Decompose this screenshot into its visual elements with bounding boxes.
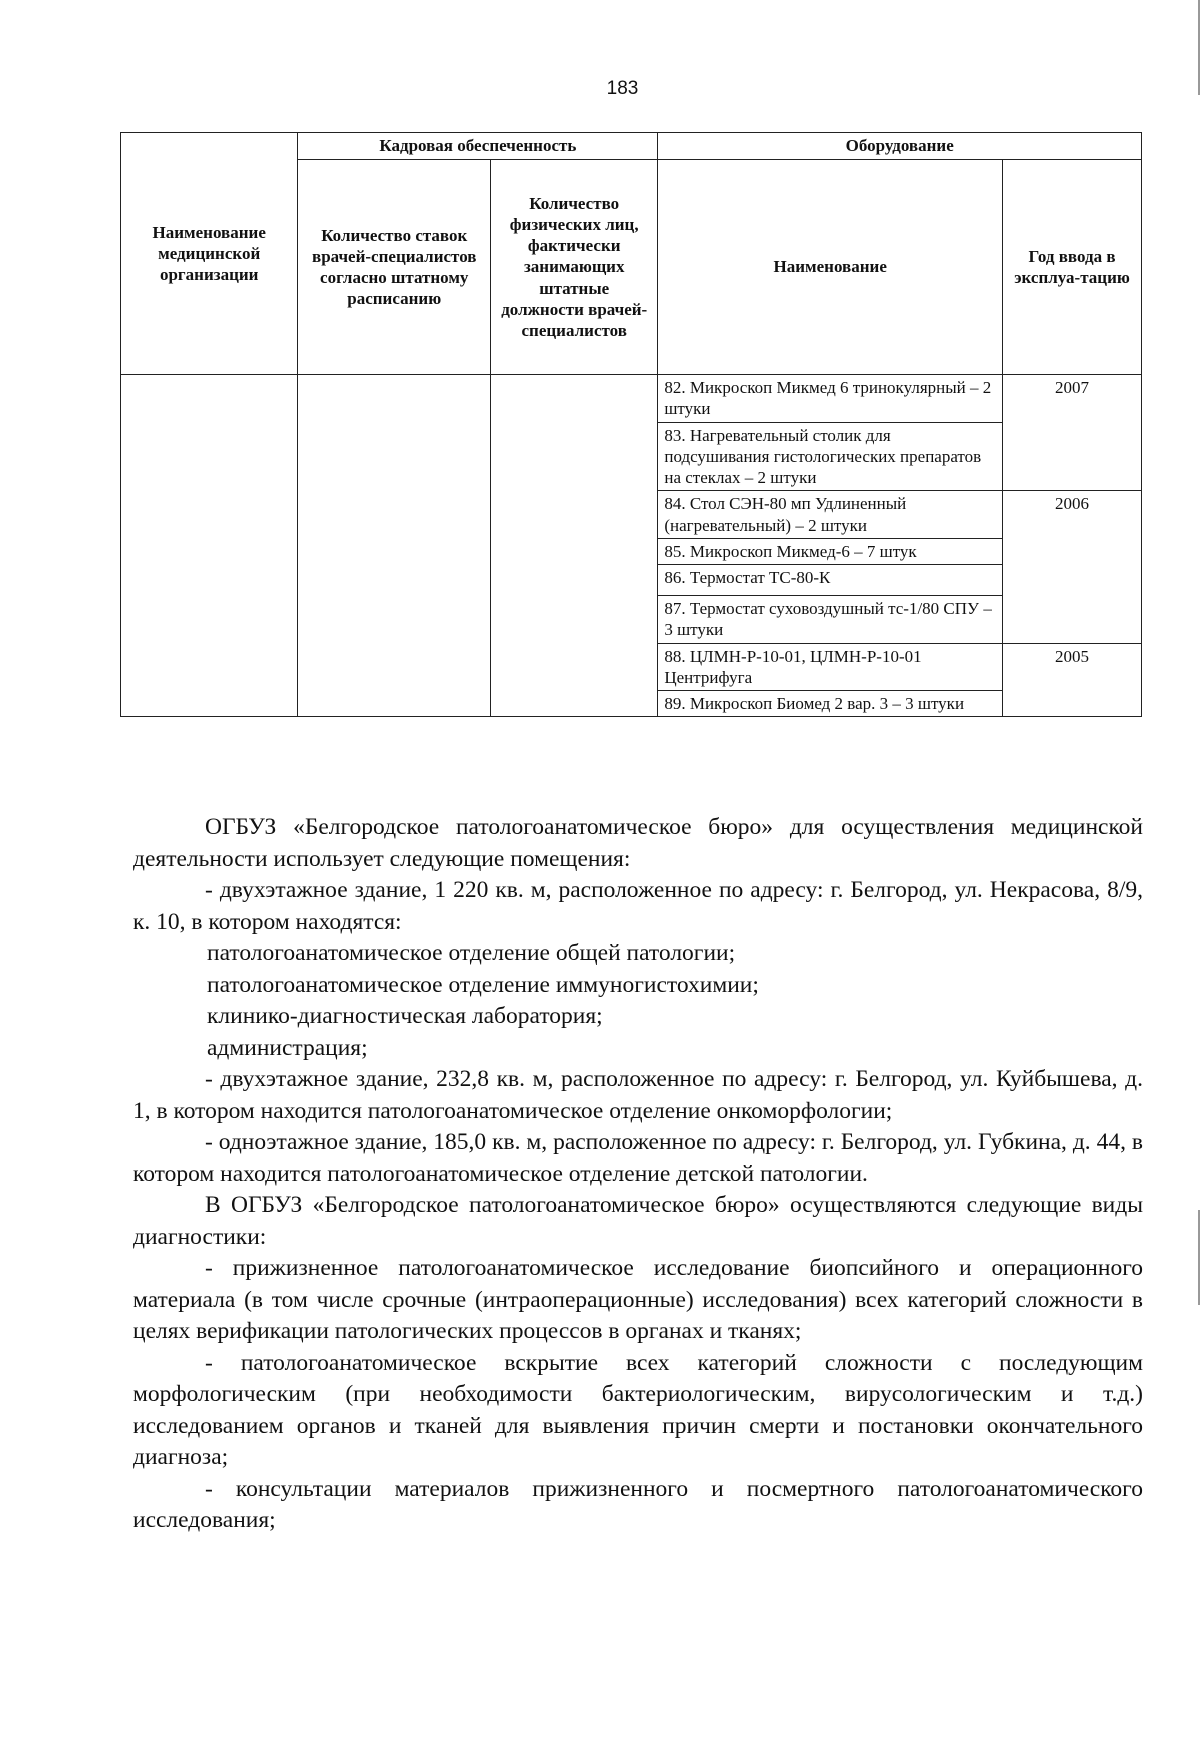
positions-cell bbox=[298, 375, 491, 717]
paragraph: ОГБУЗ «Белгородское патологоанатомическое бюро» для осуществления медицинской деятельности использует следующие помещения: bbox=[133, 814, 1143, 872]
paragraph: В ОГБУЗ «Белгородское патологоанатомическое бюро» осуществляются следующие виды диагностики: bbox=[133, 1192, 1143, 1250]
equipment-item: 87. Термостат суховоздушный тс-1/80 СПУ – 3 штуки bbox=[658, 596, 1003, 644]
list-item: клинико-диагностическая лаборатория; bbox=[207, 1003, 603, 1029]
equipment-year: 2007 bbox=[1003, 375, 1142, 491]
paragraph: - двухэтажное здание, 1 220 кв. м, расположенное по адресу: г. Белгород, ул. Некрасова, 8/9, к. 10, в котором находятся: bbox=[133, 877, 1143, 935]
list-item: администрация; bbox=[207, 1034, 368, 1061]
paragraph: - консультации материалов прижизненного и посмертного патологоанатомического исследования; bbox=[133, 1475, 1143, 1533]
header-equipment-name: Наименование bbox=[658, 160, 1003, 375]
equipment-item: 86. Термостат ТС-80-К bbox=[658, 565, 1003, 596]
page-number: 183 bbox=[606, 78, 639, 99]
header-staff-group: Кадровая обеспеченность bbox=[298, 133, 658, 160]
header-year: Год ввода в эксплуа-тацию bbox=[1003, 160, 1142, 375]
list-item: патологоанатомическое отделение иммуногистохимии; bbox=[207, 971, 759, 998]
table-row bbox=[121, 375, 1142, 423]
header-persons: Количество физических лиц, фактически занимающих штатные должности врачей-специалистов bbox=[491, 160, 658, 375]
table-header-group-row bbox=[121, 133, 1142, 160]
persons-cell bbox=[491, 375, 658, 717]
equipment-item: 82. Микроскоп Микмед 6 тринокулярный – 2 штуки bbox=[658, 375, 1003, 423]
equipment-item: 85. Микроскоп Микмед-6 – 7 штук bbox=[658, 538, 1003, 564]
equipment-item: 84. Стол СЭН-80 мп Удлиненный (нагревательный) – 2 штуки bbox=[658, 491, 1003, 539]
header-positions: Количество ставок врачей-специалистов согласно штатному расписанию bbox=[298, 160, 491, 375]
equipment-item: 83. Нагревательный столик для подсушивания гистологических препаратов на стеклах – 2 штуки bbox=[658, 422, 1003, 491]
paragraph: - патологоанатомическое вскрытие всех категорий сложности с последующим морфологическим (при необходимости бактериологическим, вирусологическим и т.д.) исследованием органов и тканей для выявления причин смерти и постановки окончательного диагноза; bbox=[133, 1349, 1143, 1470]
org-cell bbox=[121, 375, 298, 717]
equipment-year: 2006 bbox=[1003, 491, 1142, 643]
paragraph: - прижизненное патологоанатомическое исследование биопсийного и операционного материала (в том числе срочные (интраоперационные) исследования) всех категорий сложности в целях верификации патологических процессов в органах и тканях; bbox=[133, 1255, 1143, 1344]
list-item: патологоанатомическое отделение общей патологии; bbox=[207, 940, 736, 966]
header-org-name: Наименование медицинской организации bbox=[121, 133, 298, 375]
header-equipment-group: Оборудование bbox=[658, 133, 1142, 160]
paragraph: - двухэтажное здание, 232,8 кв. м, расположенное по адресу: г. Белгород, ул. Куйбышева, д. 1, в котором находится патологоанатомическое отделение онкоморфологии; bbox=[133, 1066, 1143, 1124]
equipment-item: 89. Микроскоп Биомед 2 вар. 3 – 3 штуки bbox=[658, 691, 1003, 717]
body-text bbox=[133, 812, 1143, 1537]
equipment-table bbox=[120, 132, 1142, 717]
paragraph: - одноэтажное здание, 185,0 кв. м, расположенное по адресу: г. Белгород, ул. Губкина, д. 44, в котором находится патологоанатомическое отделение детской патологии. bbox=[133, 1129, 1143, 1187]
equipment-item: 88. ЦЛМН-Р-10-01, ЦЛМН-Р-10-01 Центрифуга bbox=[658, 643, 1003, 691]
equipment-year: 2005 bbox=[1003, 643, 1142, 717]
